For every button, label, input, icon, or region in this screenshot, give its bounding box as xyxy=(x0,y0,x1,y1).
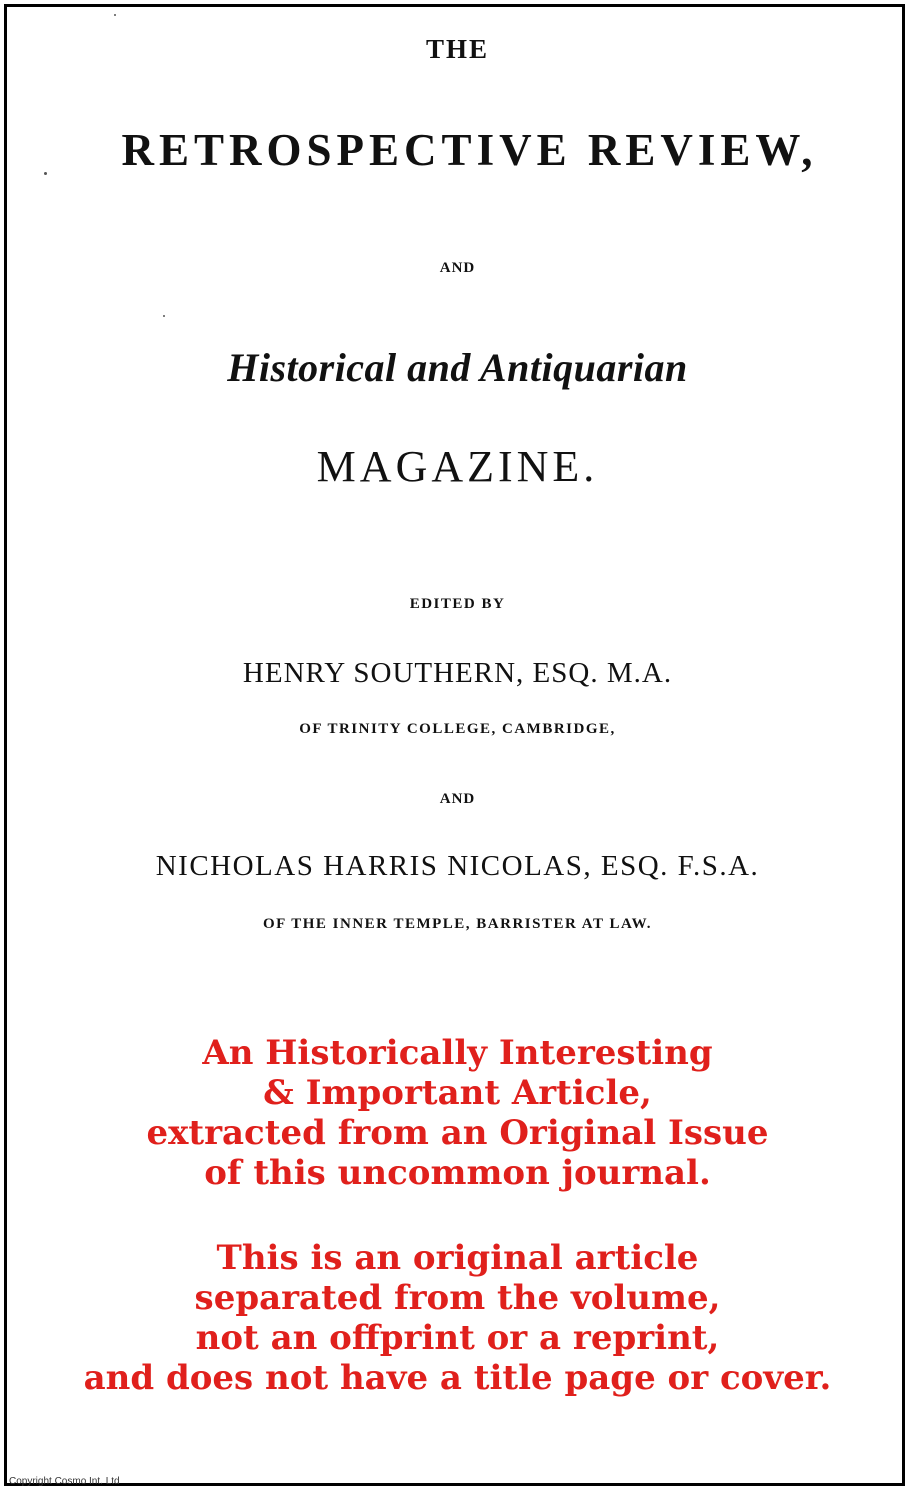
editor-henry-southern: HENRY SOUTHERN, ESQ. M.A. xyxy=(242,657,673,689)
notice-1-line-2: & Important Article, xyxy=(263,1073,652,1113)
editors-and-conjunction: AND xyxy=(439,791,476,807)
notice-2-line-2: separated from the volume, xyxy=(194,1278,721,1318)
print-speck xyxy=(114,14,116,16)
notice-1-line-3: extracted from an Original Issue xyxy=(146,1113,769,1153)
title-and-conjunction: AND xyxy=(439,260,476,276)
notice-original-article xyxy=(0,1238,915,1398)
notice-2-line-3: not an offprint or a reprint, xyxy=(195,1318,720,1358)
notice-2-line-4: and does not have a title page or cover. xyxy=(83,1358,832,1398)
title-magazine: MAGAZINE. xyxy=(316,442,599,491)
editor-2-affiliation: OF THE INNER TEMPLE, BARRISTER AT LAW. xyxy=(262,916,653,932)
notice-historically-interesting xyxy=(0,1033,915,1193)
edited-by-label: EDITED BY xyxy=(409,596,506,612)
editor-1-affiliation: OF TRINITY COLLEGE, CAMBRIDGE, xyxy=(299,721,616,737)
title-historical-antiquarian: Historical and Antiquarian xyxy=(227,345,688,390)
print-speck xyxy=(163,315,165,317)
title-the: THE xyxy=(425,34,490,64)
copyright-notice: Copyright Cosmo Int. Ltd xyxy=(9,1476,120,1487)
title-retrospective-review: RETROSPECTIVE REVIEW, xyxy=(121,125,818,175)
editor-nicholas-harris-nicolas: NICHOLAS HARRIS NICOLAS, ESQ. F.S.A. xyxy=(155,850,760,882)
notice-1-line-4: of this uncommon journal. xyxy=(204,1153,711,1193)
notice-2-line-1: This is an original article xyxy=(216,1238,699,1278)
print-speck xyxy=(44,172,47,175)
notice-1-line-1: An Historically Interesting xyxy=(202,1033,713,1073)
